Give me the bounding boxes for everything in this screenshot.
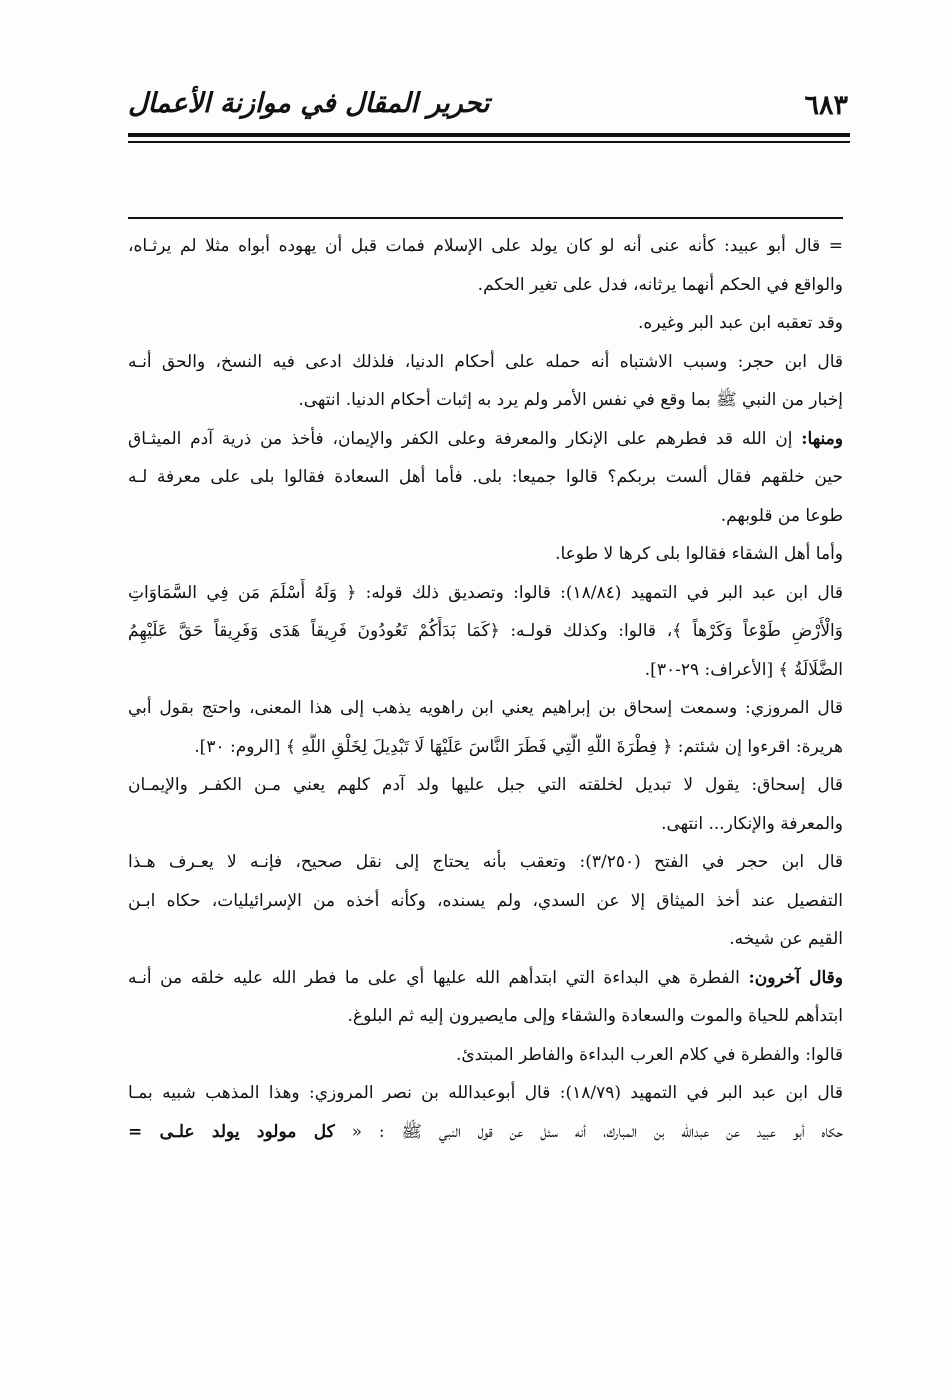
line-text: قالوا: والفطرة في كلام العرب البداءة والفاطر المبتدئ.	[455, 1044, 843, 1065]
notes-separator-rule	[128, 217, 843, 219]
text-line	[128, 964, 843, 1003]
section-lead: وقال آخرون:	[748, 967, 843, 988]
line-text: التفصيل عند أخذ الميثاق إلا عن السدي، ولم يسنده، وكأنه أخذه من الإسرائيليات، حكاه ابـن	[128, 890, 843, 911]
text-line	[128, 309, 843, 348]
line-text: وَالْأَرْضِ طَوْعاً وَكَرْهاً ﴾، قالوا: وكذلك قولـه: ﴿كَمَا بَدَأَكُمْ تَعُودُونَ فَرِيقاً هَدَى وَفَرِيقاً حَقَّ عَلَيْهِمُ	[128, 621, 843, 641]
text-line	[128, 694, 843, 733]
text-line	[128, 925, 843, 964]
line-text: الضَّلَالَةُ ﴾ [الأعراف: ٢٩-٣٠].	[644, 659, 843, 680]
text-line	[128, 656, 843, 695]
page-header	[128, 88, 848, 128]
line-text: حين خلقهم فقال ألست بربكم؟ قالوا جميعا: بلى. فأما أهل السعادة فقالوا بلى على معرفة لـه	[128, 467, 843, 487]
text-line	[128, 386, 843, 425]
line-text: والمعرفة والإنكار... انتهى.	[661, 813, 843, 834]
line-text: قال إسحاق: يقول لا تبديل لخلقته التي جبل عليها ولد آدم كلهم يعني مـن الكفـر والإيمـان	[128, 775, 843, 795]
line-text: وأما أهل الشقاء فقالوا بلى كرها لا طوعا.	[555, 544, 843, 564]
line-text: حكاه أبو عبيد عن عبدالله بن المبارك، أنه سئل عن قول النبي ﷺ : «	[334, 1121, 843, 1142]
text-line	[128, 348, 843, 387]
text-line	[128, 1041, 843, 1080]
text-line	[128, 540, 843, 579]
running-title: تحرير المقال في موازنة الأعمال	[128, 88, 490, 119]
text-line	[128, 232, 843, 271]
line-text: قال ابن عبد البر في التمهيد (١٨/٨٤): قالوا: وتصديق ذلك قوله: ﴿ وَلَهُ أَسْلَمَ مَن فِي السَّمَاوَاتِ	[128, 582, 843, 603]
hadith-quote: كل مولود يولد علـى =	[128, 1121, 335, 1142]
header-rule-thin	[128, 141, 850, 143]
line-text: ابتدأهم للحياة والموت والسعادة والشقاء وإلى مايصيرون إليه ثم البلوغ.	[347, 1006, 843, 1026]
text-line	[128, 771, 843, 810]
line-text: الفطرة هي البداءة التي ابتدأهم الله عليها أي على ما فطر الله عليه خلقه من أنـه	[128, 967, 749, 988]
page-number: ٦٨٣	[804, 90, 848, 121]
header-rule-thick	[128, 133, 850, 137]
text-line	[128, 579, 843, 618]
line-text: القيم عن شيخه.	[729, 929, 843, 949]
line-text: قال المروزي: وسمعت إسحاق بن إبراهيم يعني ابن راهويه يذهب إلى هذا المعنى، واحتج بقول أبي	[128, 698, 843, 718]
section-lead: ومنها:	[801, 428, 843, 449]
text-line	[128, 271, 843, 310]
text-line	[128, 810, 843, 849]
line-text: = قال أبو عبيد: كأنه عنى أنه لو كان يولد على الإسلام فمات قبل أن يهوده أبواه مثلا لم يرثـاه،	[128, 236, 843, 256]
line-text: إن الله قد فطرهم على الإنكار والمعرفة وعلى الكفر والإيمان، فأخذ من ذرية آدم الميثـاق	[128, 428, 802, 449]
line-text: هريرة: اقرءوا إن شئتم: ﴿ فِطْرَةَ اللَّهِ الَّتِي فَطَرَ النَّاسَ عَلَيْهَا لَا تَبْدِيلَ لِخَلْقِ اللَّهِ ﴾ [الروم: ٣٠].	[194, 736, 843, 757]
line-text: قال ابن عبد البر في التمهيد (١٨/٧٩): قال أبوعبدالله بن نصر المروزي: وهذا المذهب شبيه بمـا	[128, 1083, 843, 1103]
text-line	[128, 1118, 843, 1157]
text-line	[128, 733, 843, 772]
text-line	[128, 887, 843, 926]
text-line	[128, 1079, 843, 1118]
line-text: إخبار من النبي ﷺ بما وقع في نفس الأمر ولم يرد به إثبات أحكام الدنيا. انتهى.	[298, 390, 843, 410]
line-text: والواقع في الحكم أنهما يرثانه، فدل على تغير الحكم.	[477, 274, 843, 295]
text-line	[128, 425, 843, 464]
text-line	[128, 617, 843, 656]
text-line	[128, 502, 843, 541]
text-line	[128, 848, 843, 887]
text-line	[128, 1002, 843, 1041]
line-text: قال ابن حجر في الفتح (٣/٢٥٠): وتعقب بأنه يحتاج إلى نقل صحيح، فإنـه لا يعـرف هـذا	[128, 852, 843, 872]
line-text: قال ابن حجر: وسبب الاشتباه أنه حمله على أحكام الدنيا، فلذلك ادعى فيه النسخ، والحق أنـه	[128, 351, 843, 372]
line-text: طوعا من قلوبهم.	[720, 505, 843, 526]
text-line	[128, 463, 843, 502]
line-text: وقد تعقبه ابن عبد البر وغيره.	[638, 313, 843, 333]
footnote-text	[128, 232, 843, 1156]
